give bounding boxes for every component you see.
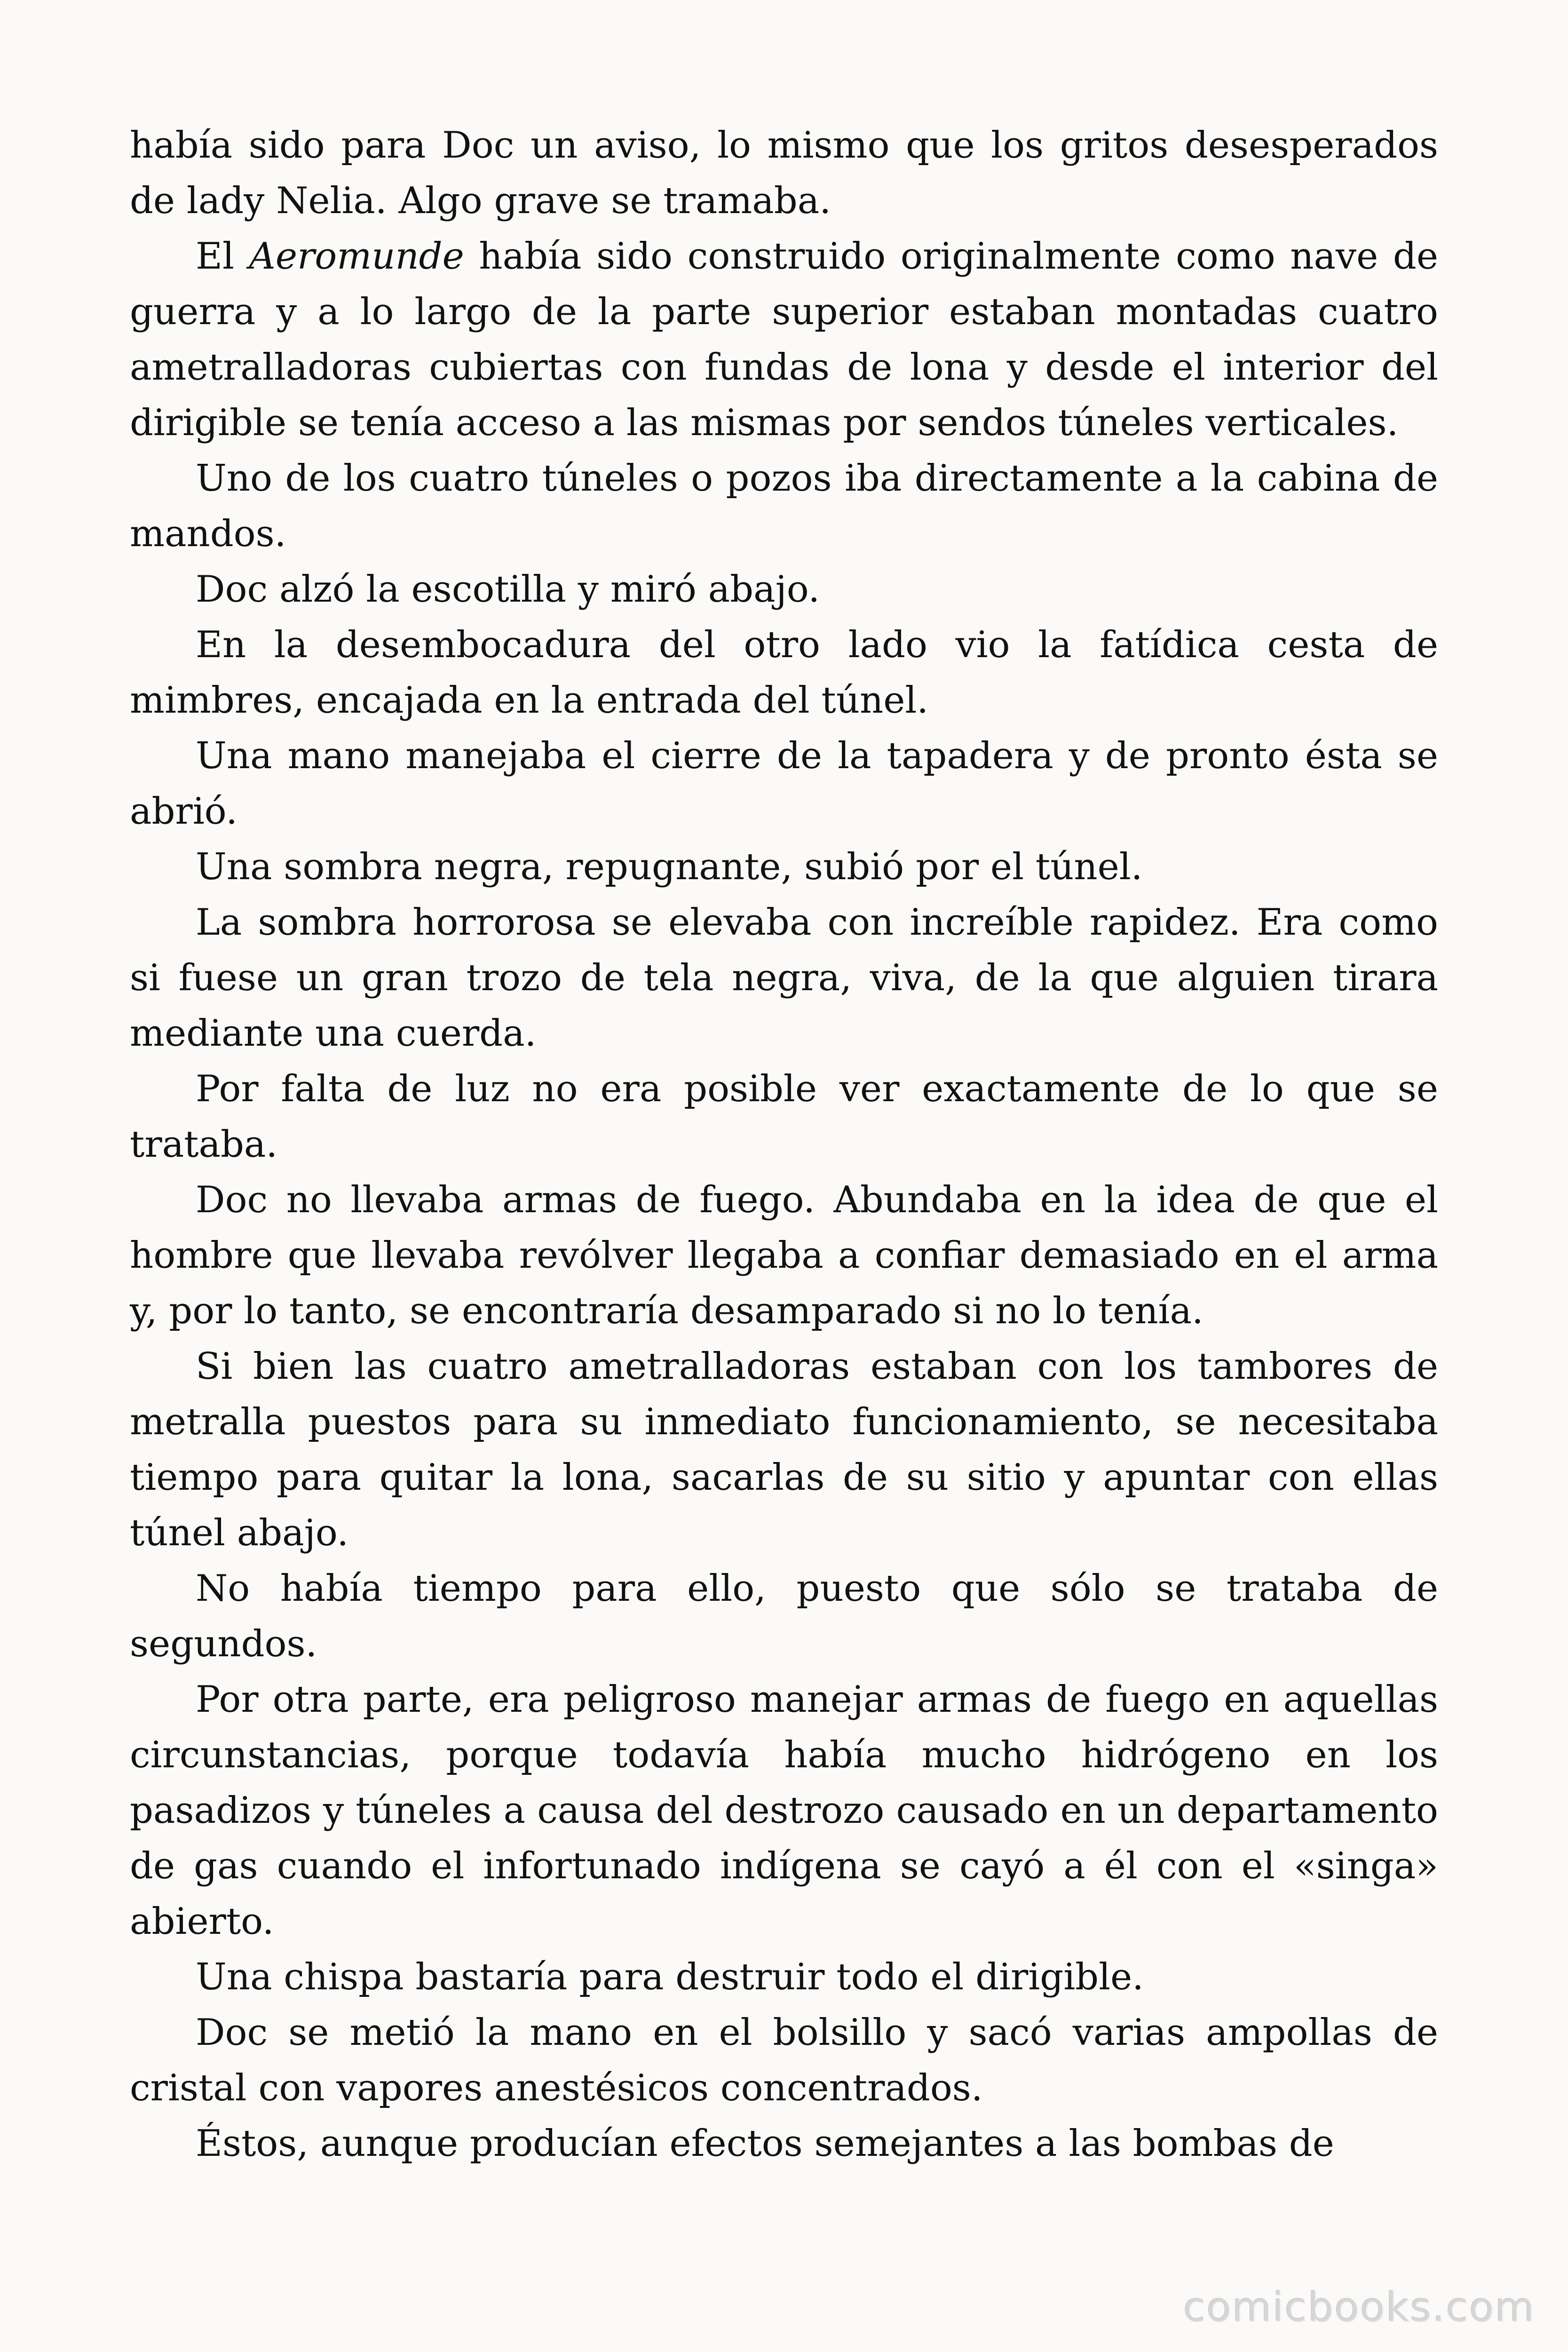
paragraph-2-rest: había sido construido originalmente como nave de guerra y a lo largo de la parte superior estaban montadas cuatro ametralladoras cubiertas con fundas de lona y desde el interior del dirigible se tenía acceso a las mismas por sendos túneles verticales. <box>130 235 1438 444</box>
paragraph-1: había sido para Doc un aviso, lo mismo que los gritos desesperados de lady Nelia. Algo grave se tramaba. <box>130 124 1438 222</box>
paragraph-16: Éstos, aunque producían efectos semejantes a las bombas de <box>196 2122 1334 2165</box>
paragraph-7: Una sombra negra, repugnante, subió por el túnel. <box>196 846 1143 888</box>
paragraph-2-intro: El <box>196 235 249 278</box>
paragraph-3: Uno de los cuatro túneles o pozos iba directamente a la cabina de mandos. <box>130 457 1438 555</box>
paragraph-12: No había tiempo para ello, puesto que sólo se trataba de segundos. <box>130 1567 1438 1665</box>
site-watermark: comicbooks.com <box>1183 2284 1535 2331</box>
paragraph-6: Una mano manejaba el cierre de la tapadera y de pronto ésta se abrió. <box>130 735 1438 833</box>
paragraph-9: Por falta de luz no era posible ver exactamente de lo que se trataba. <box>130 1068 1438 1166</box>
paragraph-8: La sombra horrorosa se elevaba con increíble rapidez. Era como si fuese un gran trozo de tela negra, viva, de la que alguien tirara mediante una cuerda. <box>130 901 1438 1055</box>
paragraph-14: Una chispa bastaría para destruir todo el dirigible. <box>196 1956 1144 1998</box>
aeromunde-title: Aeromunde <box>249 235 464 278</box>
paragraph-4: Doc alzó la escotilla y miró abajo. <box>196 568 820 611</box>
book-page <box>130 118 1438 2281</box>
paragraph-13: Por otra parte, era peligroso manejar armas de fuego en aquellas circunstancias, porque todavía había mucho hidrógeno en los pasadizos y túneles a causa del destrozo causado en un departamento de gas cuando el infortunado indígena se cayó a él con el «singa» abierto. <box>130 1678 1438 1943</box>
paragraph-5: En la desembocadura del otro lado vio la fatídica cesta de mimbres, encajada en la entrada del túnel. <box>130 624 1438 722</box>
paragraph-11: Si bien las cuatro ametralladoras estaban con los tambores de metralla puestos para su inmediato funcionamiento, se necesitaba tiempo para quitar la lona, sacarlas de su sitio y apuntar con ellas túnel abajo. <box>130 1345 1438 1554</box>
paragraph-15: Doc se metió la mano en el bolsillo y sacó varias ampollas de cristal con vapores anestésicos concentrados. <box>130 2011 1438 2109</box>
paragraph-2 <box>130 229 1438 451</box>
paragraph-10: Doc no llevaba armas de fuego. Abundaba en la idea de que el hombre que llevaba revólver llegaba a confiar demasiado en el arma y, por lo tanto, se encontraría desamparado si no lo tenía. <box>130 1179 1438 1332</box>
